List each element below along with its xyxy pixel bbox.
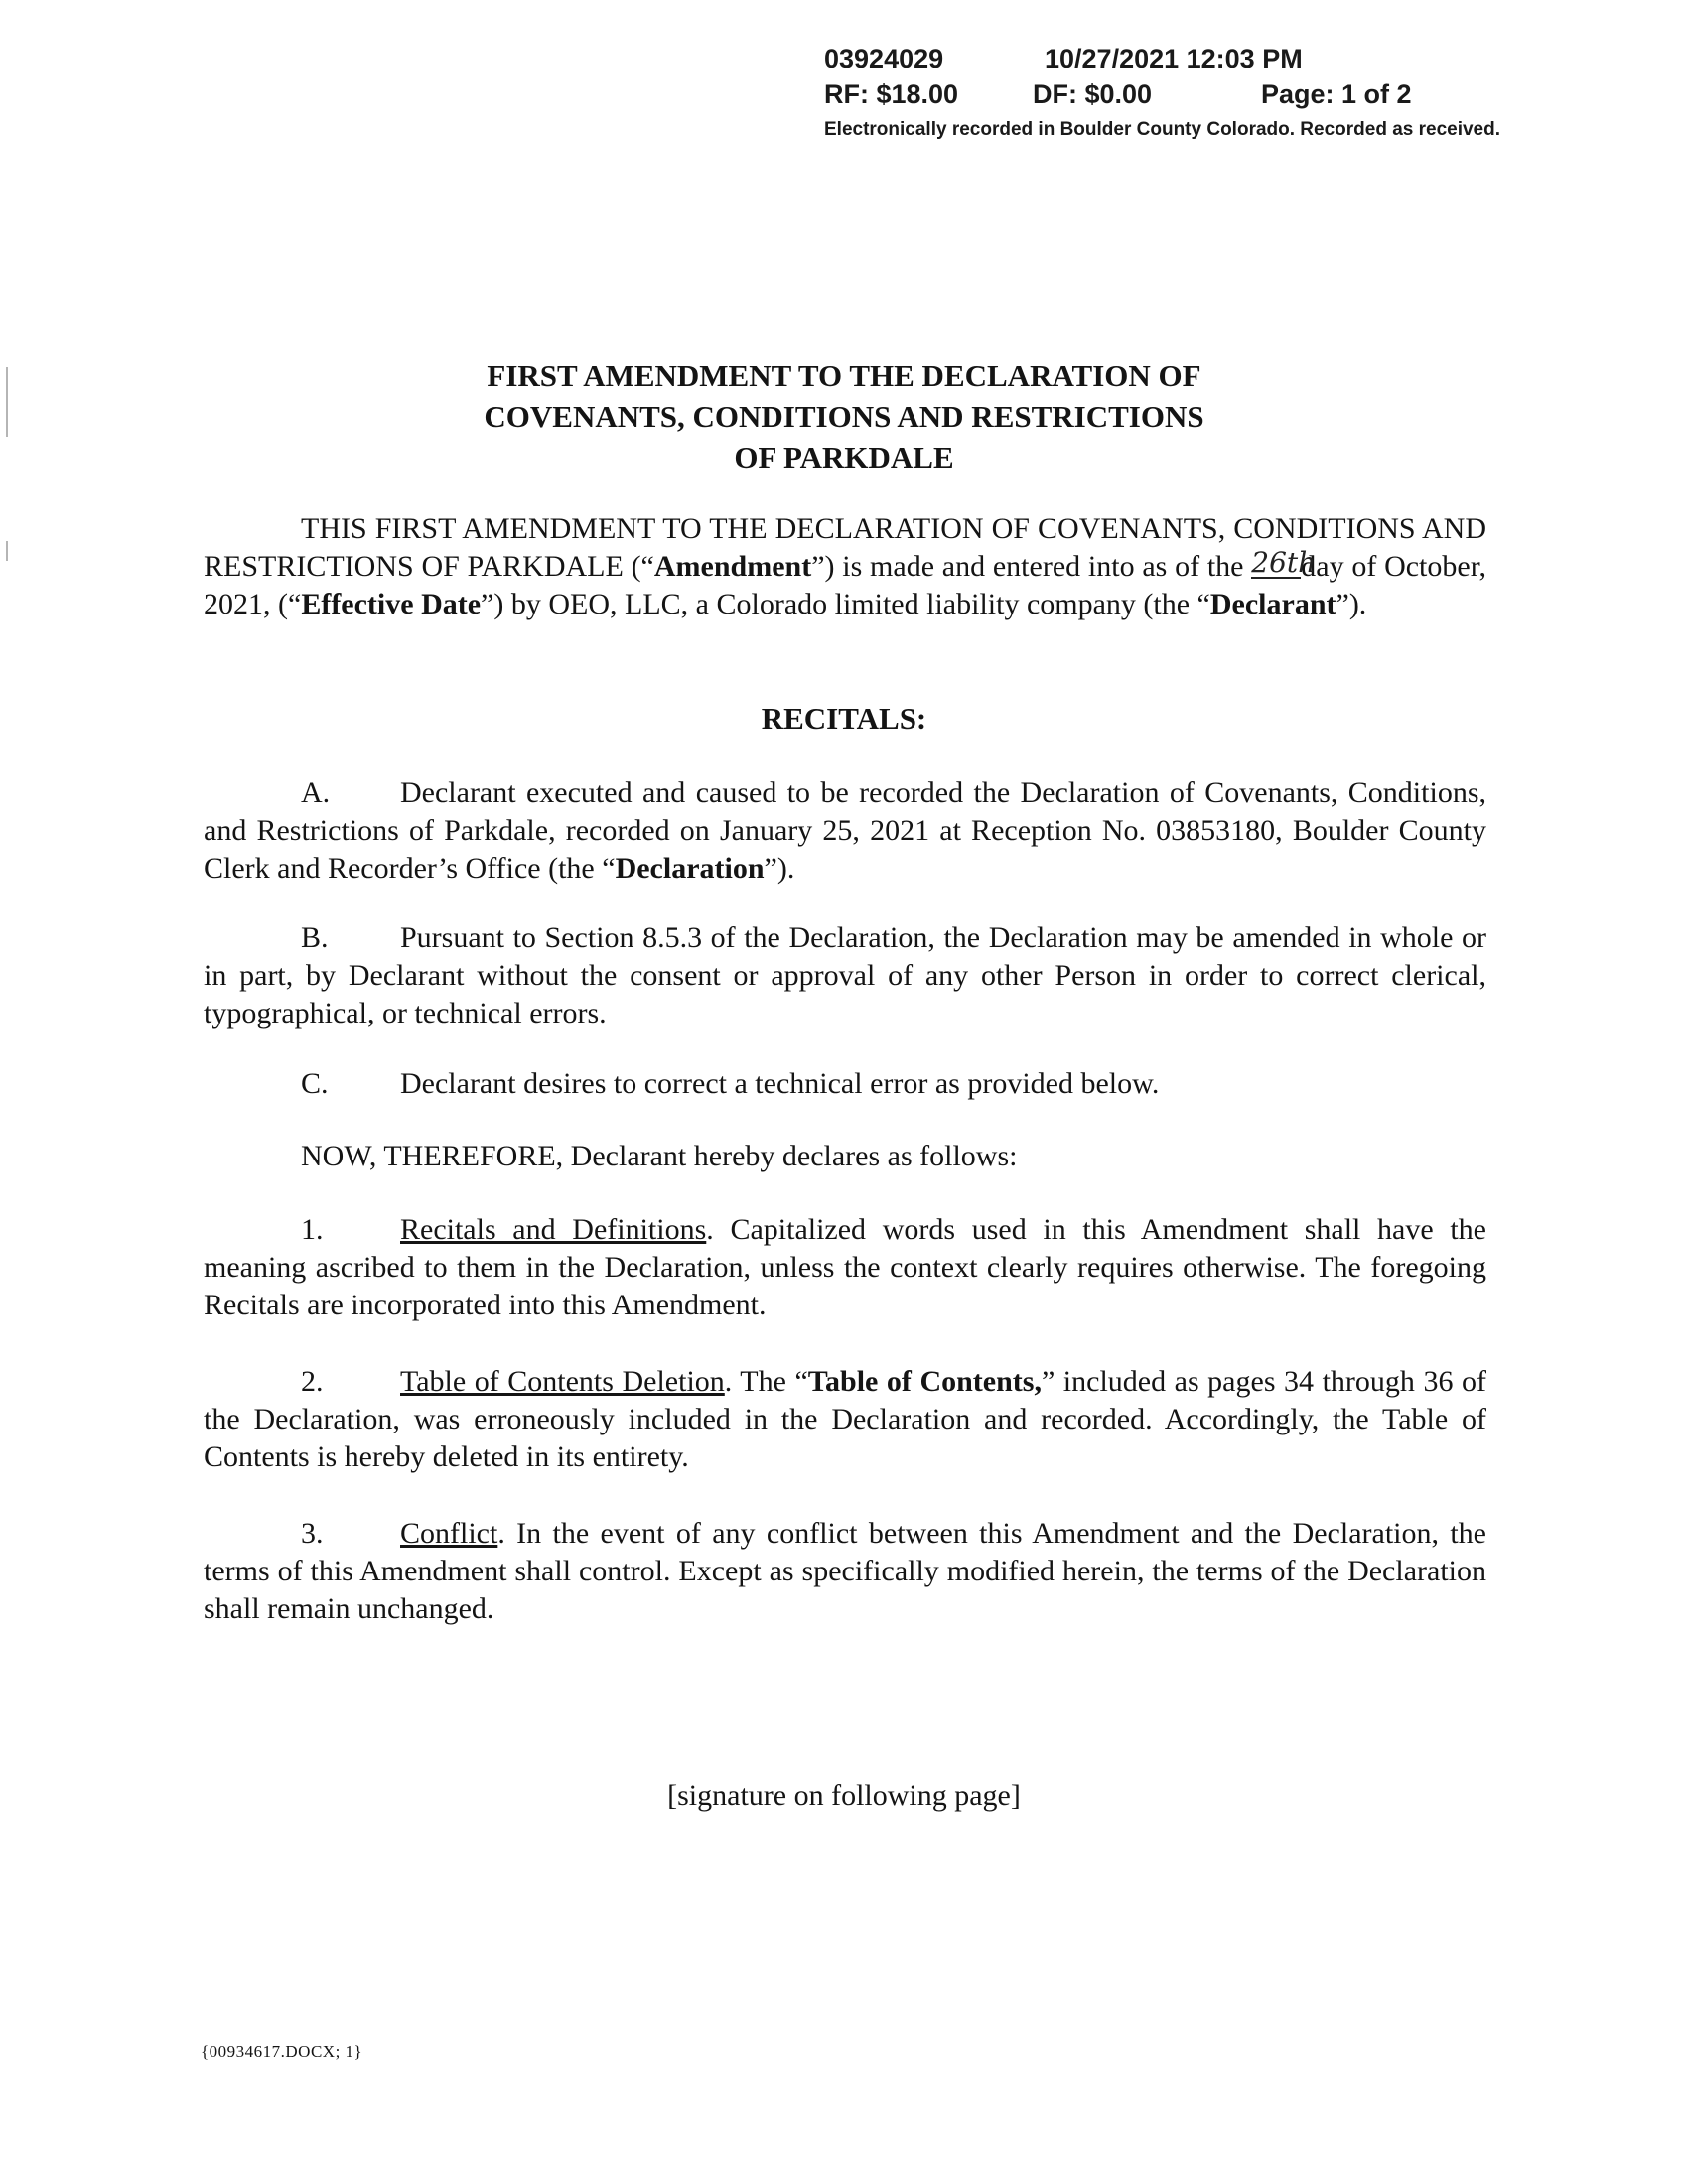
recital-letter: A. xyxy=(301,776,331,809)
recital-a: A. Declarant executed and caused to be recorded the Declaration of Covenants, Conditions, and Restrictions of Parkdale, recorded on January 25, 2021 at Reception No. 03853180, Boulder County Clerk and Recorder’s Office (the “Declaration”). xyxy=(204,776,1486,885)
reception-number: 03924029 xyxy=(824,44,944,73)
effective-date-term: Effective Date xyxy=(301,588,482,620)
recording-note: Electronically recorded in Boulder County Colorado. Recorded as received. xyxy=(824,119,1501,140)
declarant-term: Declarant xyxy=(1209,588,1336,620)
section-number: 1. xyxy=(301,1213,324,1246)
now-therefore: NOW, THEREFORE, Declarant hereby declares as follows: xyxy=(301,1140,1018,1172)
section-3: 3. Conflict. In the event of any conflict between this Amendment and the Declaration, the terms of this Amendment shall control. Except as specifically modified herein, the terms of the Declaration shall remain unchanged. xyxy=(204,1517,1486,1625)
declaration-term: Declaration xyxy=(615,852,765,885)
amendment-term: Amendment xyxy=(653,550,812,583)
title-line-2: COVENANTS, CONDITIONS AND RESTRICTIONS xyxy=(484,399,1204,434)
section-heading: Table of Contents Deletion xyxy=(400,1365,725,1398)
intro-paragraph: THIS FIRST AMENDMENT TO THE DECLARATION OF COVENANTS, CONDITIONS AND RESTRICTIONS OF PARKDALE (“Amendment”) is made and entered into as of the 26thday of October, 2021, (“Effective Date”) by OEO, LLC, a Colorado limited liability company (the “Declarant”). xyxy=(204,512,1487,620)
recording-fee: RF: $18.00 xyxy=(824,79,959,109)
scan-edge-mark xyxy=(6,541,8,561)
section-1: 1. Recitals and Definitions. Capitalized words used in this Amendment shall have the meaning ascribed to them in the Declaration, unless the context clearly requires otherwise. The foregoing Recitals are incorporated into this Amendment. xyxy=(204,1213,1487,1321)
recorded-datetime: 10/27/2021 12:03 PM xyxy=(1045,44,1303,73)
signature-note: [signature on following page] xyxy=(667,1779,1021,1812)
section-number: 2. xyxy=(301,1365,324,1398)
recital-letter: C. xyxy=(301,1067,329,1100)
recital-letter: B. xyxy=(301,921,329,954)
documentary-fee: DF: $0.00 xyxy=(1033,79,1153,109)
recital-b: B. Pursuant to Section 8.5.3 of the Declaration, the Declaration may be amended in whole or in part, by Declarant without the consent or approval of any other Person in order to correct clerical, typographical, or technical errors. xyxy=(204,921,1486,1029)
title-line-3: OF PARKDALE xyxy=(734,440,954,475)
handwritten-day: 26th xyxy=(1251,546,1317,579)
section-2: 2. Table of Contents Deletion. The “Table of Contents,” included as pages 34 through 36 of the Declaration, was erroneously included in the Declaration and recorded. Accordingly, the Table of Contents is hereby deleted in its entirety. xyxy=(204,1365,1486,1473)
section-heading: Conflict xyxy=(400,1517,498,1550)
table-of-contents-term: Table of Contents, xyxy=(807,1365,1042,1398)
page-count: Page: 1 of 2 xyxy=(1261,79,1412,109)
recitals-heading: RECITALS: xyxy=(761,701,927,736)
footer-document-reference: {00934617.DOCX; 1} xyxy=(201,2042,363,2061)
title-line-1: FIRST AMENDMENT TO THE DECLARATION OF xyxy=(487,358,1201,393)
section-heading: Recitals and Definitions xyxy=(400,1213,707,1246)
document-title xyxy=(0,355,1688,478)
recital-c: C. Declarant desires to correct a technical error as provided below. xyxy=(204,1065,1486,1103)
section-number: 3. xyxy=(301,1517,324,1550)
